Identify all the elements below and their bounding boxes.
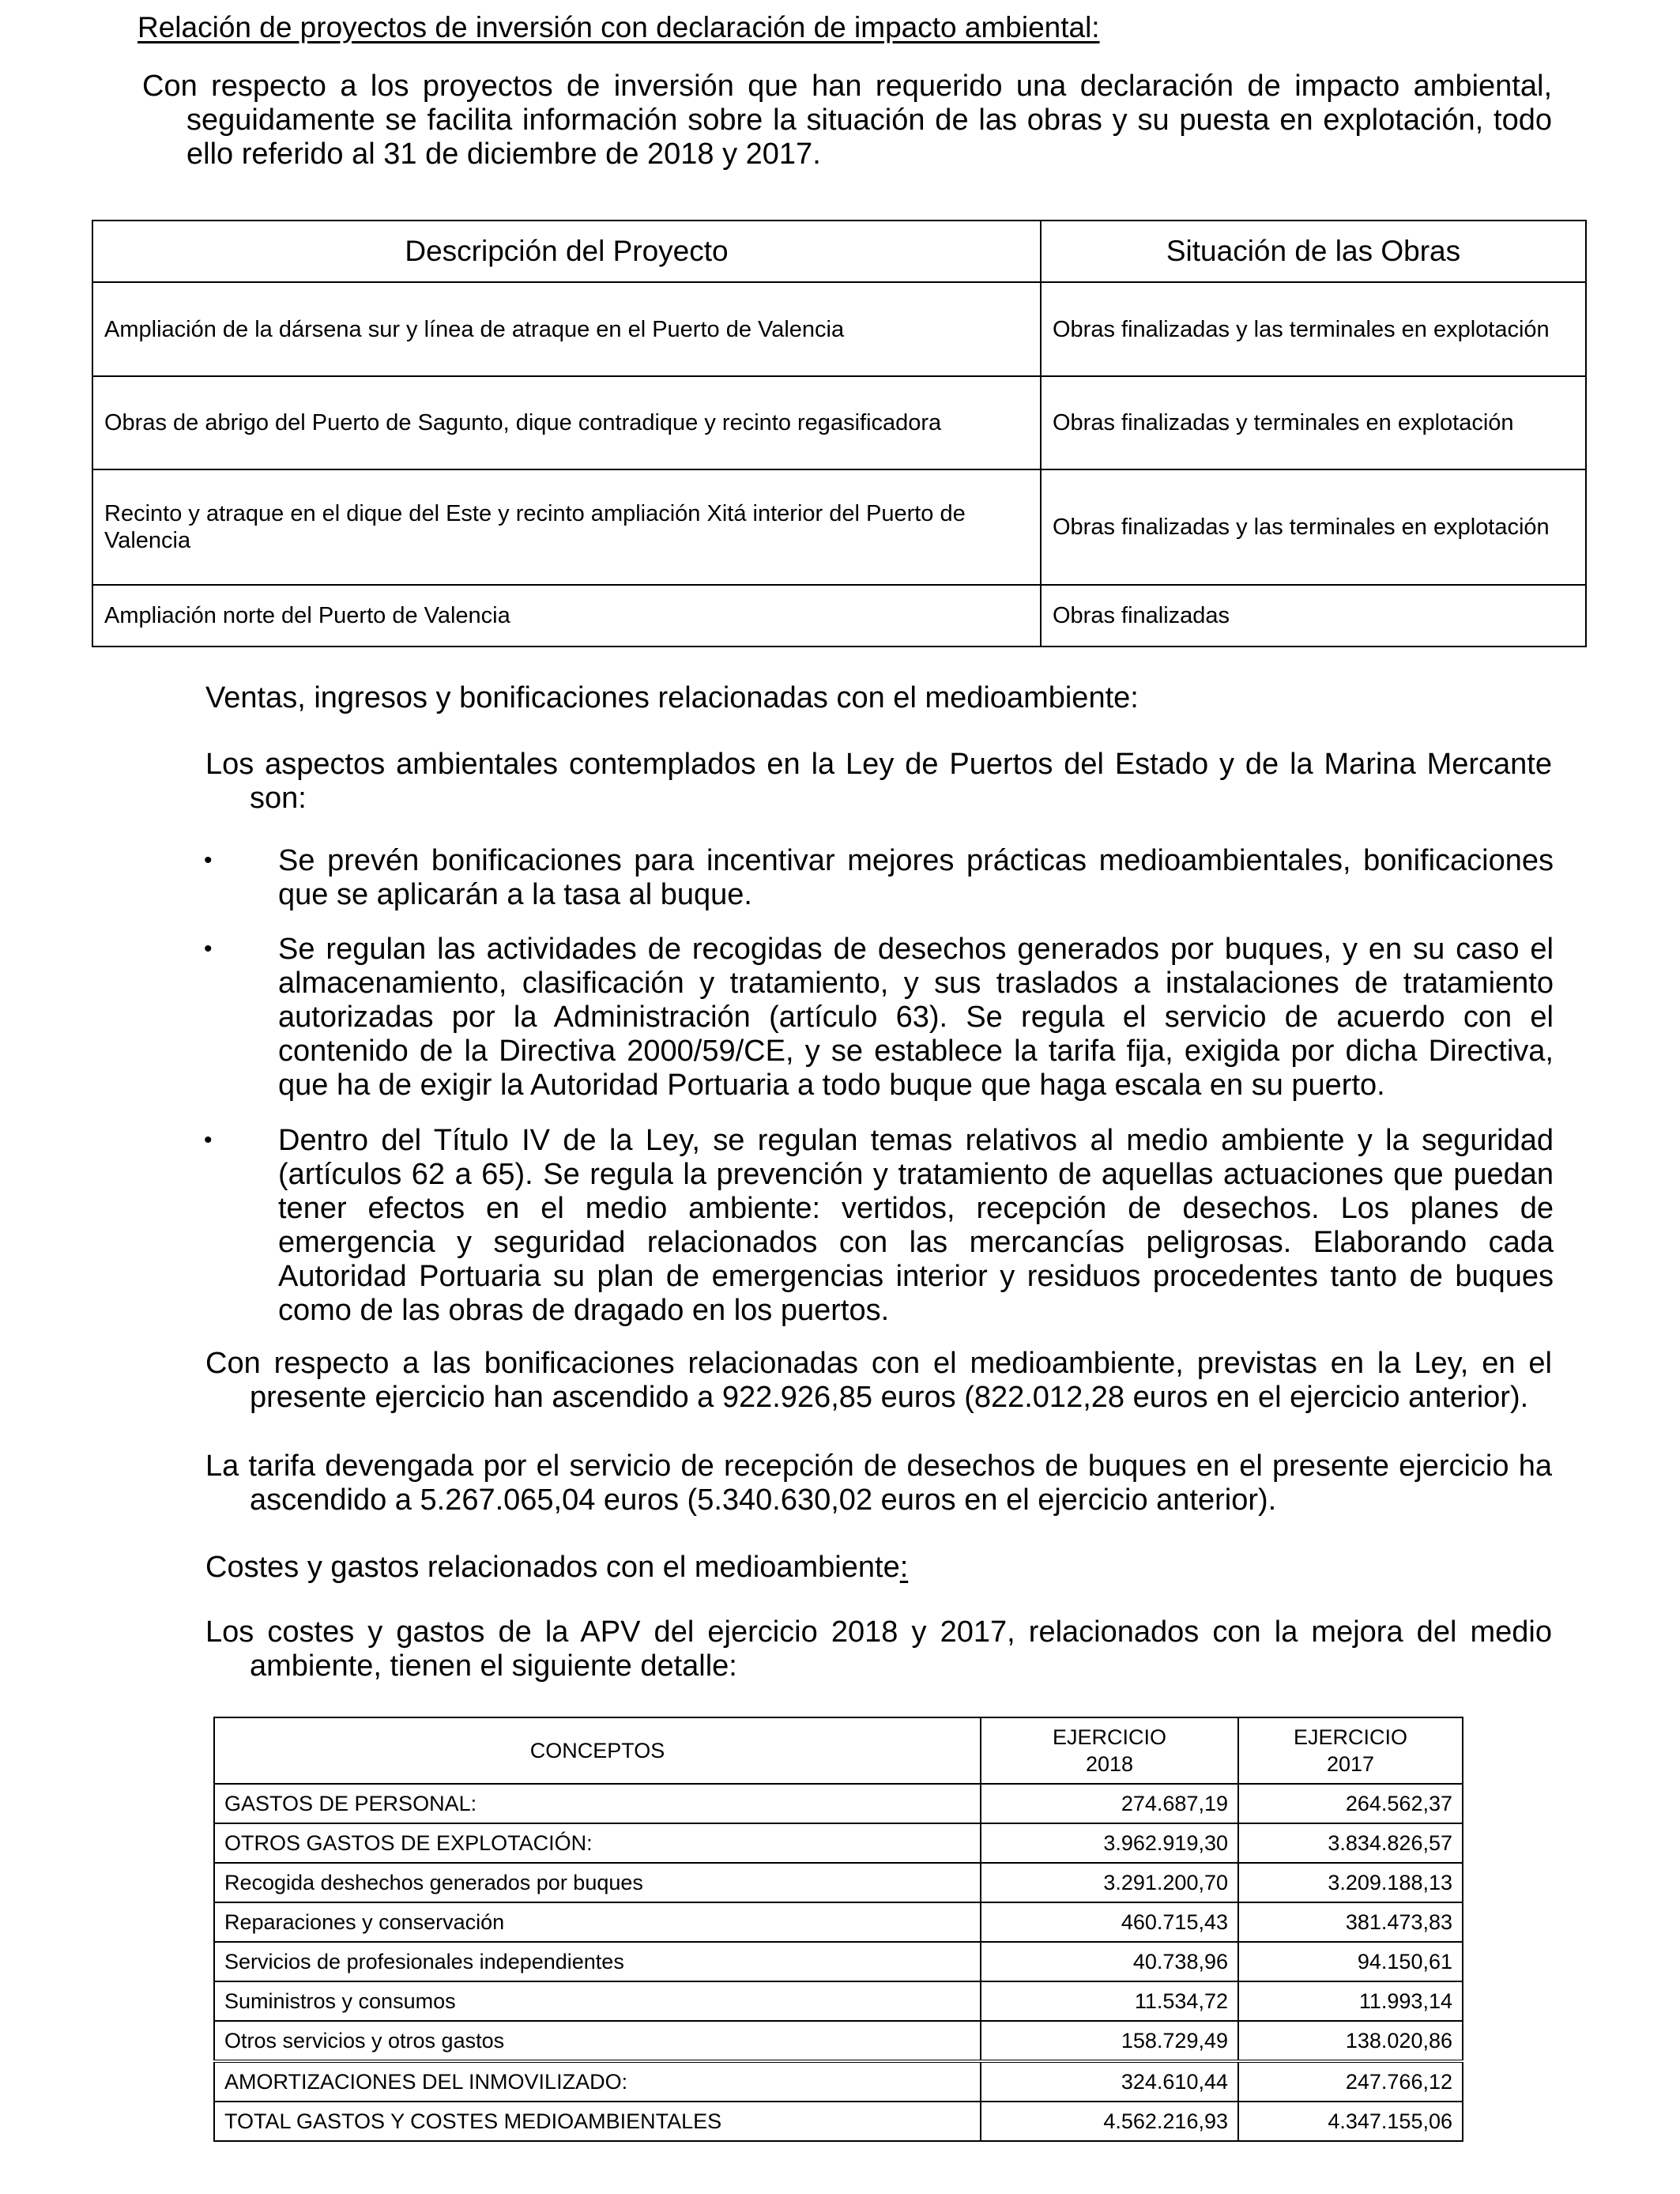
- value-2018: 158.729,49: [981, 2021, 1238, 2061]
- projects-table: [92, 220, 1587, 647]
- costes-intro-paragraph: Los costes y gastos de la APV del ejercicio 2018 y 2017, relacionados con la mejora del medio ambiente, tienen el siguiente detalle:: [205, 1615, 1552, 1683]
- value-2018: 274.687,19: [981, 1784, 1238, 1823]
- value-2018: 4.562.216,93: [981, 2102, 1238, 2141]
- concept-cell: Servicios de profesionales independientes: [214, 1942, 981, 1981]
- list-item: [205, 844, 1554, 912]
- list-item-text: Se regulan las actividades de recogidas de desechos generados por buques, y en su caso el almacenamiento, clasificación y tratamiento, y sus traslados a instalaciones de tratamiento autorizadas por la Administración (artículo 63). Se regula el servicio de acuerdo con el contenido de la Directiva 2000/59/CE, y se establece la tarifa fija, exigida por dicha Directiva, que ha de exigir la Autoridad Portuaria a todo buque que haga escala en su puerto.: [278, 933, 1554, 1102]
- section-title-costes: [205, 1551, 908, 1585]
- header-conceptos: CONCEPTOS: [214, 1717, 981, 1784]
- table-row: [92, 282, 1586, 376]
- concept-cell: Reparaciones y conservación: [214, 1902, 981, 1942]
- value-2017: 3.209.188,13: [1238, 1863, 1463, 1902]
- table-row: [214, 1863, 1463, 1902]
- concept-cell: Otros servicios y otros gastos: [214, 2021, 981, 2061]
- project-status: Obras finalizadas y terminales en explotación: [1041, 376, 1586, 469]
- table-row: [214, 1902, 1463, 1942]
- table-row: [92, 469, 1586, 585]
- concept-cell: GASTOS DE PERSONAL:: [214, 1784, 981, 1823]
- header-year: 2018: [1085, 1752, 1134, 1776]
- value-2018: 3.291.200,70: [981, 1863, 1238, 1902]
- list-item: [205, 933, 1554, 1103]
- section-title-costes-text: Costes y gastos relacionados con el medioambiente: [205, 1551, 900, 1584]
- projects-intro-paragraph: Con respecto a los proyectos de inversión que han requerido una declaración de impacto ambiental, seguidamente se facilita información sobre la situación de las obras y su puesta en explotación, todo ello referido al 31 de diciembre de 2018 y 2017.: [142, 70, 1552, 171]
- header-year: 2017: [1326, 1752, 1375, 1776]
- concept-cell: Suministros y consumos: [214, 1981, 981, 2021]
- bullet-icon: •: [204, 1127, 213, 1153]
- value-2017: 381.473,83: [1238, 1902, 1463, 1942]
- project-status: Obras finalizadas y las terminales en explotación: [1041, 469, 1586, 585]
- table-row: [92, 376, 1586, 469]
- value-2018: 3.962.919,30: [981, 1823, 1238, 1863]
- header-ejercicio-label: EJERCICIO: [1293, 1725, 1408, 1749]
- value-2018: 11.534,72: [981, 1981, 1238, 2021]
- project-description: Recinto y atraque en el dique del Este y recinto ampliación Xitá interior del Puerto de Valencia: [92, 469, 1041, 585]
- value-2017: 94.150,61: [1238, 1942, 1463, 1981]
- header-descripcion: Descripción del Proyecto: [92, 221, 1041, 282]
- section-title-ventas: Ventas, ingresos y bonificaciones relacionadas con el medioambiente:: [205, 681, 1139, 714]
- bullet-icon: •: [204, 936, 213, 962]
- concept-cell: Recogida deshechos generados por buques: [214, 1863, 981, 1902]
- table-row: [214, 1981, 1463, 2021]
- bullet-icon: •: [204, 847, 213, 873]
- table-row: [92, 585, 1586, 647]
- bonificaciones-paragraph: Con respecto a las bonificaciones relacionadas con el medioambiente, previstas en la Ley, en el presente ejercicio han ascendido a 922.926,85 euros (822.012,28 euros en el ejercicio anterior).: [205, 1347, 1552, 1414]
- concept-cell: TOTAL GASTOS Y COSTES MEDIOAMBIENTALES: [214, 2102, 981, 2141]
- value-2017: 4.347.155,06: [1238, 2102, 1463, 2141]
- table-row: [214, 2021, 1463, 2061]
- costs-table: [213, 1717, 1463, 2142]
- section-title-costes-colon: :: [899, 1551, 909, 1584]
- header-ejercicio-2017: [1238, 1717, 1463, 1784]
- concept-cell: OTROS GASTOS DE EXPLOTACIÓN:: [214, 1823, 981, 1863]
- table-row: [214, 1823, 1463, 1863]
- concept-cell: AMORTIZACIONES DEL INMOVILIZADO:: [214, 2061, 981, 2102]
- tarifa-paragraph: La tarifa devengada por el servicio de recepción de desechos de buques en el presente ejercicio ha ascendido a 5.267.065,04 euros (5.340.630,02 euros en el ejercicio anterior).: [205, 1449, 1552, 1517]
- section-title-projects: Relación de proyectos de inversión con declaración de impacto ambiental:: [137, 11, 1100, 43]
- value-2018: 40.738,96: [981, 1942, 1238, 1981]
- list-item-text: Dentro del Título IV de la Ley, se regulan temas relativos al medio ambiente y la seguridad (artículos 62 a 65). Se regula la prevención y tratamiento de aquellas actuaciones que puedan tener efectos en el medio ambiente: vertidos, recepción de desechos. Los planes de emergencia y seguridad relacionados con las mercancías peligrosas. Elaborando cada Autoridad Portuaria su plan de emergencias interior y residuos procedentes tanto de buques como de las obras de dragado en los puertos.: [278, 1124, 1554, 1327]
- header-situacion: Situación de las Obras: [1041, 221, 1586, 282]
- value-2018: 324.610,44: [981, 2061, 1238, 2102]
- value-2017: 264.562,37: [1238, 1784, 1463, 1823]
- table-row: [214, 1784, 1463, 1823]
- table-row: [214, 2061, 1463, 2102]
- value-2018: 460.715,43: [981, 1902, 1238, 1942]
- table-row-total: [214, 2102, 1463, 2141]
- value-2017: 11.993,14: [1238, 1981, 1463, 2021]
- project-status: Obras finalizadas y las terminales en explotación: [1041, 282, 1586, 376]
- table-row: [214, 1942, 1463, 1981]
- list-item-text: Se prevén bonificaciones para incentivar mejores prácticas medioambientales, bonificaciones que se aplicarán a la tasa al buque.: [278, 844, 1554, 911]
- costs-table-header: [214, 1717, 1463, 1784]
- value-2017: 138.020,86: [1238, 2021, 1463, 2061]
- project-status: Obras finalizadas: [1041, 585, 1586, 647]
- projects-table-header: [92, 221, 1586, 282]
- value-2017: 3.834.826,57: [1238, 1823, 1463, 1863]
- list-item: [205, 1124, 1554, 1328]
- project-description: Ampliación norte del Puerto de Valencia: [92, 585, 1041, 647]
- header-ejercicio-2018: [981, 1717, 1238, 1784]
- project-description: Obras de abrigo del Puerto de Sagunto, dique contradique y recinto regasificadora: [92, 376, 1041, 469]
- header-ejercicio-label: EJERCICIO: [1052, 1725, 1167, 1749]
- ventas-intro-paragraph: Los aspectos ambientales contemplados en la Ley de Puertos del Estado y de la Marina Mercante son:: [205, 748, 1552, 815]
- value-2017: 247.766,12: [1238, 2061, 1463, 2102]
- project-description: Ampliación de la dársena sur y línea de atraque en el Puerto de Valencia: [92, 282, 1041, 376]
